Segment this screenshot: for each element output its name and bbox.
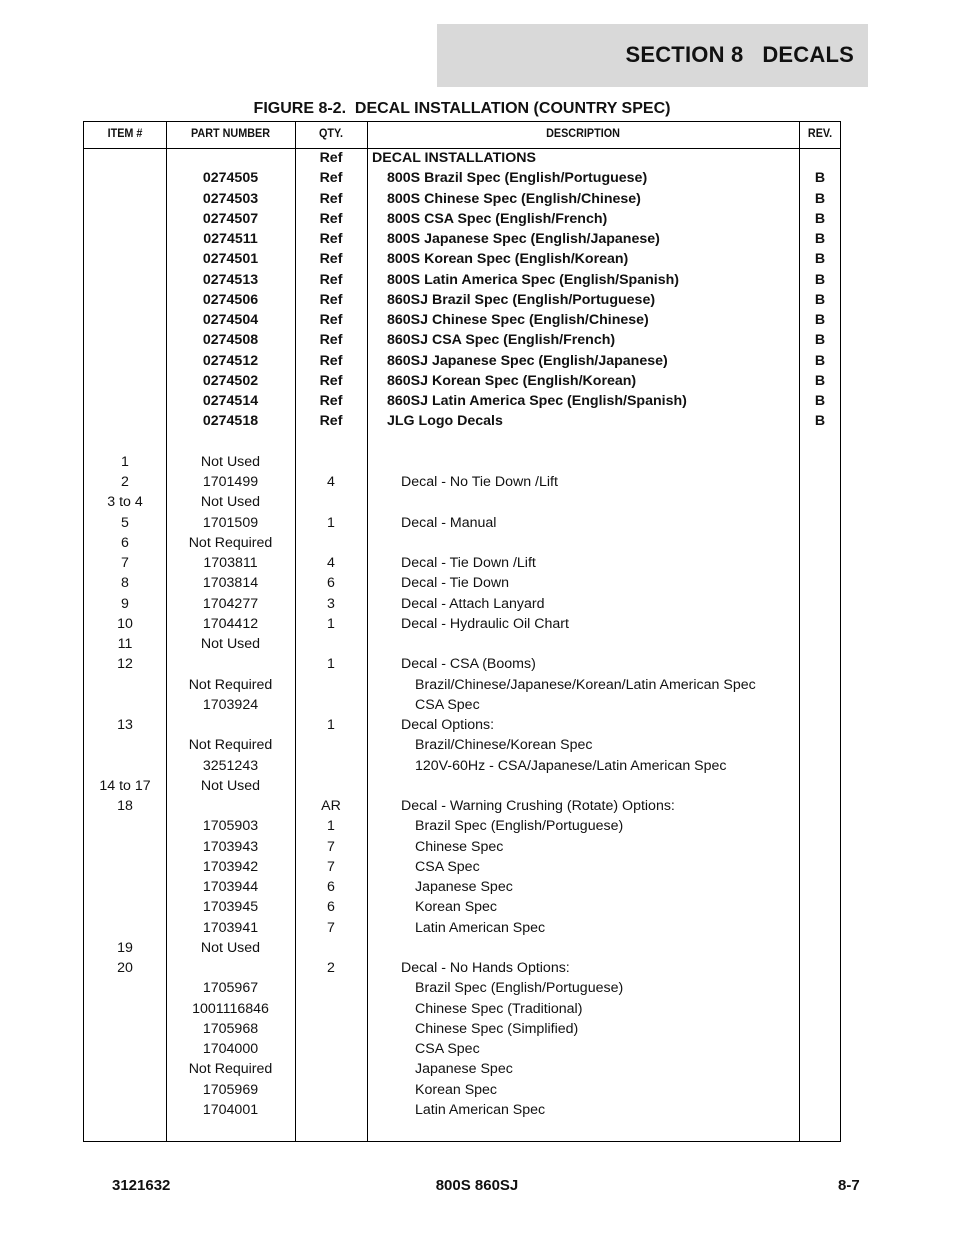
quantity: 1 <box>327 615 335 632</box>
part-number: 1704412 <box>202 615 259 632</box>
part-number: 1703814 <box>202 575 259 592</box>
item-number: 11 <box>117 636 133 652</box>
item-number: 20 <box>117 960 133 976</box>
footer-doc-number: 3121632 <box>112 1177 171 1194</box>
part-number: 3251243 <box>202 757 259 774</box>
part-number: 0274502 <box>202 372 259 389</box>
part-number: 1705903 <box>202 818 259 835</box>
table-row <box>84 168 840 188</box>
table-row <box>84 796 840 816</box>
quantity: AR <box>321 798 341 814</box>
column-header-description: DESCRIPTION <box>546 126 620 140</box>
table-row <box>84 897 840 917</box>
description: 860SJ Latin America Spec (English/Spanish) <box>387 393 687 409</box>
description: Chinese Spec (Simplified) <box>415 1020 579 1037</box>
revision: B <box>814 352 826 369</box>
table-row <box>84 229 840 249</box>
column-header-part-number: PART NUMBER <box>190 126 271 140</box>
part-number: 0274514 <box>202 393 259 409</box>
description: Japanese Spec <box>415 879 513 895</box>
description: DECAL INSTALLATIONS <box>372 150 536 166</box>
table-row <box>84 452 840 472</box>
table-row <box>84 978 840 998</box>
quantity: Ref <box>319 231 343 247</box>
quantity: 1 <box>327 514 335 531</box>
description: Decal - Hydraulic Oil Chart <box>401 615 569 632</box>
description: Korean Spec <box>415 1081 498 1098</box>
item-number: 14 to 17 <box>99 777 151 794</box>
description: CSA Spec <box>415 1041 480 1057</box>
revision: B <box>814 170 826 187</box>
description: 860SJ Brazil Spec (English/Portuguese) <box>387 291 656 308</box>
table-row <box>84 776 840 796</box>
section-header <box>437 24 868 87</box>
quantity: 6 <box>327 879 335 895</box>
quantity: Ref <box>319 190 343 207</box>
item-number: 3 to 4 <box>107 494 143 511</box>
part-number: Not Required <box>188 676 273 693</box>
table-row <box>84 189 840 209</box>
table-row <box>84 270 840 290</box>
table-row <box>84 695 840 715</box>
quantity: 7 <box>327 919 335 936</box>
description: Decal - Tie Down /Lift <box>401 555 536 571</box>
table-body <box>84 148 840 1120</box>
column-header-qty: QTY. <box>318 126 343 140</box>
part-number: 0274501 <box>202 251 259 268</box>
table-row <box>84 310 840 330</box>
part-number: 1705968 <box>202 1020 259 1037</box>
quantity: Ref <box>319 271 343 288</box>
table-row <box>84 411 840 431</box>
table-row <box>84 918 840 938</box>
quantity: 6 <box>327 575 335 592</box>
part-number: 1704000 <box>202 1041 259 1057</box>
table-row <box>84 553 840 573</box>
table-row <box>84 513 840 533</box>
revision: B <box>814 271 826 288</box>
table-row <box>84 573 840 593</box>
revision: B <box>814 251 826 268</box>
part-number: 1703941 <box>202 919 259 936</box>
description: Brazil Spec (English/Portuguese) <box>415 818 624 835</box>
table-row <box>84 1100 840 1120</box>
part-number: 1704277 <box>202 595 259 612</box>
part-number: 1701499 <box>202 474 259 490</box>
quantity: 4 <box>327 555 335 571</box>
description: Korean Spec <box>415 899 498 916</box>
item-number: 19 <box>117 939 133 956</box>
part-number: Not Used <box>200 494 261 511</box>
table-row <box>84 614 840 634</box>
table-row <box>84 209 840 229</box>
part-number: 0274503 <box>202 190 259 207</box>
description: 800S Brazil Spec (English/Portuguese) <box>387 170 648 187</box>
description: Decal - No Tie Down /Lift <box>401 474 558 490</box>
description: 120V-60Hz - CSA/Japanese/Latin American Spec <box>415 757 727 774</box>
quantity: Ref <box>319 393 343 409</box>
description: Brazil/Chinese/Korean Spec <box>415 737 593 754</box>
description: 860SJ Chinese Spec (English/Chinese) <box>387 312 649 328</box>
description: Japanese Spec <box>415 1061 513 1078</box>
table-row <box>84 391 840 411</box>
quantity: Ref <box>319 372 343 389</box>
quantity: Ref <box>319 312 343 328</box>
item-number: 8 <box>121 575 129 592</box>
part-number: 1705969 <box>202 1081 259 1098</box>
description: Decal - Warning Crushing (Rotate) Options: <box>401 798 675 814</box>
part-number: Not Used <box>200 777 261 794</box>
table-row <box>84 999 840 1019</box>
part-number: Not Required <box>188 1061 273 1078</box>
quantity: 1 <box>327 717 335 733</box>
item-number: 7 <box>121 555 129 571</box>
part-number: 0274512 <box>202 352 259 369</box>
part-number: 1701509 <box>202 514 259 531</box>
revision: B <box>814 190 826 207</box>
quantity: Ref <box>319 251 343 268</box>
revision: B <box>814 332 826 349</box>
quantity: Ref <box>319 150 343 166</box>
table-row <box>84 735 840 755</box>
part-number: Not Used <box>200 453 261 470</box>
table-row <box>84 148 840 168</box>
table-row <box>84 634 840 654</box>
table-row <box>84 1039 840 1059</box>
description: Latin American Spec <box>415 1101 546 1118</box>
quantity: Ref <box>319 413 343 430</box>
column-header-rev: REV. <box>807 126 833 140</box>
table-row <box>84 877 840 897</box>
table-row <box>84 816 840 836</box>
part-number: 0274504 <box>202 312 259 328</box>
quantity: 2 <box>327 960 335 976</box>
description: Decal - Tie Down <box>401 575 510 592</box>
description: Decal - Manual <box>401 514 497 531</box>
part-number: 1703943 <box>202 838 259 855</box>
description: Decal - No Hands Options: <box>401 960 570 976</box>
quantity: 6 <box>327 899 335 916</box>
quantity: 3 <box>327 595 335 612</box>
item-number: 9 <box>121 595 129 612</box>
table-row <box>84 371 840 391</box>
table-row <box>84 1059 840 1079</box>
table-row <box>84 654 840 674</box>
table-row <box>84 330 840 350</box>
part-number: 1703942 <box>202 858 259 875</box>
part-number: 1001116846 <box>192 1000 269 1017</box>
description: 860SJ CSA Spec (English/French) <box>387 332 616 349</box>
table-row <box>84 472 840 492</box>
description: CSA Spec <box>415 696 480 713</box>
revision: B <box>814 393 826 409</box>
revision: B <box>814 372 826 389</box>
description: Decal Options: <box>401 717 495 733</box>
part-number: 0274513 <box>202 271 259 288</box>
item-number: 5 <box>121 514 129 531</box>
item-number: 6 <box>121 534 129 551</box>
description: 800S Korean Spec (English/Korean) <box>387 251 629 268</box>
table-row <box>84 290 840 310</box>
description: Decal - Attach Lanyard <box>401 595 545 612</box>
description: 800S Japanese Spec (English/Japanese) <box>387 231 660 247</box>
table-row <box>84 1080 840 1100</box>
table-row <box>84 533 840 553</box>
description: Latin American Spec <box>415 919 546 936</box>
part-number: 1703945 <box>202 899 259 916</box>
revision: B <box>814 413 826 430</box>
quantity: 7 <box>327 858 335 875</box>
section-title: SECTION 8 DECALS <box>625 42 854 67</box>
footer-model: 800S 860SJ <box>435 1177 519 1194</box>
quantity: 1 <box>327 818 335 835</box>
description: 800S Latin America Spec (English/Spanish) <box>387 271 679 288</box>
item-number: 12 <box>117 656 133 673</box>
quantity: 7 <box>327 838 335 855</box>
part-number: 1704001 <box>202 1101 259 1118</box>
parts-table <box>83 121 841 1142</box>
item-number: 1 <box>121 453 129 470</box>
quantity: Ref <box>319 352 343 369</box>
description: Brazil Spec (English/Portuguese) <box>415 980 624 997</box>
description: CSA Spec <box>415 858 480 875</box>
revision: B <box>814 312 826 328</box>
part-number: 1703944 <box>202 879 259 895</box>
table-row <box>84 492 840 512</box>
part-number: 0274506 <box>202 291 259 308</box>
quantity: Ref <box>319 332 343 349</box>
description: Decal - CSA (Booms) <box>401 656 536 673</box>
item-number: 18 <box>117 798 133 814</box>
quantity: Ref <box>319 291 343 308</box>
quantity: Ref <box>319 170 343 187</box>
part-number: Not Required <box>188 737 273 754</box>
item-number: 10 <box>117 615 133 632</box>
part-number: 0274505 <box>202 170 259 187</box>
part-number: 1703811 <box>203 555 258 571</box>
quantity: 1 <box>327 656 335 673</box>
quantity: 4 <box>327 474 335 490</box>
description: Chinese Spec (Traditional) <box>415 1000 583 1017</box>
description: JLG Logo Decals <box>387 413 503 430</box>
item-number: 2 <box>121 474 129 490</box>
table-row <box>84 432 840 452</box>
part-number: Not Used <box>200 939 261 956</box>
part-number: Not Required <box>188 534 273 551</box>
revision: B <box>814 231 826 247</box>
part-number: 1705967 <box>202 980 259 997</box>
table-row <box>84 715 840 735</box>
table-row <box>84 249 840 269</box>
description: Chinese Spec <box>415 838 504 855</box>
item-number: 13 <box>117 717 133 733</box>
part-number: Not Used <box>200 636 261 652</box>
table-row <box>84 1019 840 1039</box>
description: 800S Chinese Spec (English/Chinese) <box>387 190 641 207</box>
description: 860SJ Japanese Spec (English/Japanese) <box>387 352 668 369</box>
part-number: 0274508 <box>202 332 259 349</box>
part-number: 1703924 <box>202 696 259 713</box>
table-row <box>84 594 840 614</box>
table-row <box>84 351 840 371</box>
revision: B <box>814 210 826 227</box>
table-row <box>84 938 840 958</box>
table-row <box>84 958 840 978</box>
description: 860SJ Korean Spec (English/Korean) <box>387 372 637 389</box>
part-number: 0274518 <box>202 413 259 430</box>
quantity: Ref <box>319 210 343 227</box>
table-row <box>84 756 840 776</box>
table-row <box>84 675 840 695</box>
revision: B <box>814 291 826 308</box>
part-number: 0274507 <box>202 210 259 227</box>
figure-title: FIGURE 8-2. DECAL INSTALLATION (COUNTRY SPEC) <box>253 100 671 117</box>
column-header-item: ITEM # <box>107 126 143 140</box>
description: 800S CSA Spec (English/French) <box>387 210 608 227</box>
footer-page-number: 8-7 <box>838 1177 860 1194</box>
table-row <box>84 857 840 877</box>
description: Brazil/Chinese/Japanese/Korean/Latin American Spec <box>415 676 756 693</box>
part-number: 0274511 <box>203 231 258 247</box>
table-row <box>84 837 840 857</box>
